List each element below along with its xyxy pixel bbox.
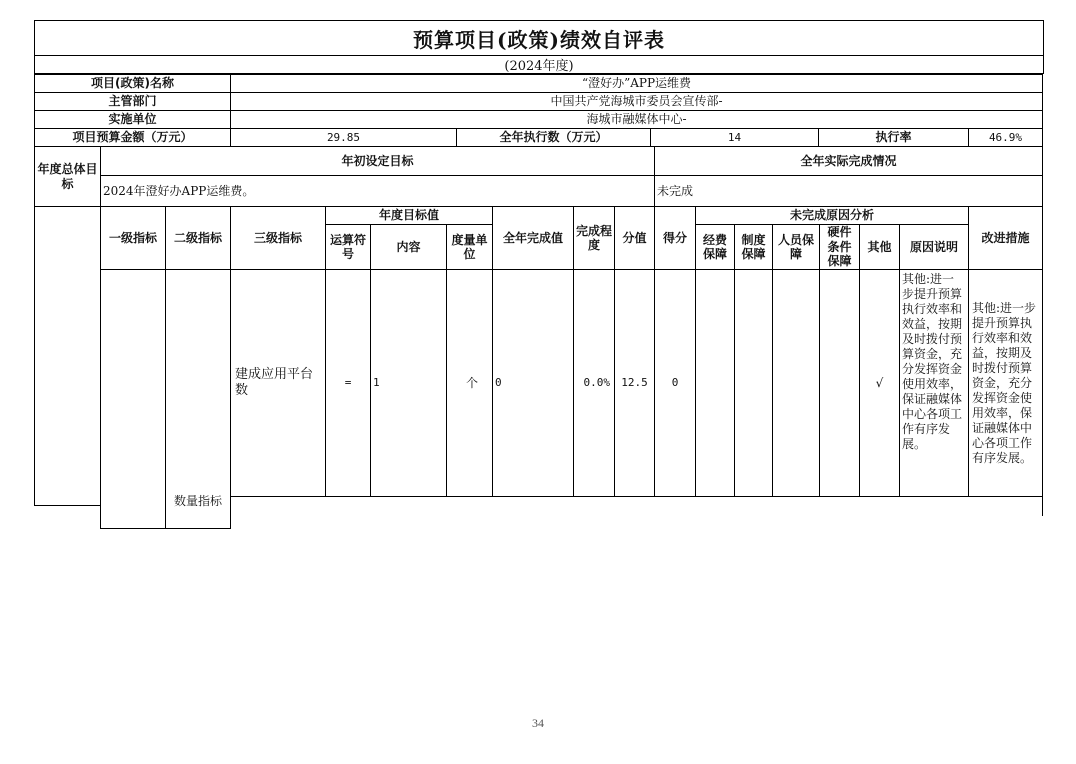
score-header: 得分	[654, 206, 696, 270]
unit-label: 实施单位	[34, 110, 231, 129]
hardware-cell	[819, 269, 860, 497]
level3-header: 三级指标	[230, 206, 326, 270]
staff-header: 人员保障	[772, 224, 820, 270]
improve-cell: 其他:进一步提升预算执行效率和效益，按期及时拨付预算资金，充分发挥资金使用效率，保证融媒体中心各项工作有序发展。	[968, 269, 1043, 497]
hardware-header: 硬件条件保障	[819, 224, 860, 270]
score-cell: 0	[654, 269, 696, 497]
funding-header: 经费保障	[695, 224, 735, 270]
unit-header: 度量单位	[446, 224, 493, 270]
next-row-stub	[230, 496, 1043, 516]
content-header: 内容	[370, 224, 447, 270]
table-title: 预算项目(政策)绩效自评表	[34, 20, 1044, 56]
level1-header: 一级指标	[100, 206, 166, 270]
other-cell: √	[859, 269, 900, 497]
budget-value: 29.85	[230, 128, 457, 147]
content-cell: 1	[370, 269, 447, 497]
level3-cell: 建成应用平台数	[230, 269, 326, 497]
page-number: 34	[532, 716, 544, 730]
budget-label: 项目预算金额（万元）	[34, 128, 231, 147]
improve-header: 改进措施	[968, 206, 1043, 270]
initial-goal-header: 年初设定目标	[100, 146, 655, 176]
unit-cell: 个	[446, 269, 493, 497]
level2-header: 二级指标	[165, 206, 231, 270]
evaluation-table	[34, 20, 1044, 508]
project-name-label: 项目(政策)名称	[34, 74, 231, 93]
level2-cell	[165, 269, 231, 529]
unit-value: 海城市融媒体中心-	[230, 110, 1043, 129]
funding-cell	[695, 269, 735, 497]
exec-label: 全年执行数（万元）	[456, 128, 651, 147]
actual-goal-text: 未完成	[654, 175, 1043, 207]
left-blank-column	[34, 206, 101, 506]
level2-text: 数量指标	[173, 493, 222, 508]
goal-side-label: 年度总体目标	[34, 146, 101, 207]
target-group-header: 年度目标值	[325, 206, 493, 225]
initial-goal-text: 2024年澄好办APP运维费。	[100, 175, 655, 207]
degree-cell: 0.0%	[573, 269, 615, 497]
score-value-header: 分值	[614, 206, 655, 270]
staff-cell	[772, 269, 820, 497]
exec-value: 14	[650, 128, 819, 147]
dept-value: 中国共产党海城市委员会宣传部-	[230, 92, 1043, 111]
completed-cell: 0	[492, 269, 574, 497]
completed-header: 全年完成值	[492, 206, 574, 270]
rate-value: 46.9%	[968, 128, 1043, 147]
rate-label: 执行率	[818, 128, 969, 147]
reason-desc-header: 原因说明	[899, 224, 969, 270]
other-header: 其他	[859, 224, 900, 270]
table-year: (2024年度)	[34, 55, 1044, 74]
op-cell: =	[325, 269, 371, 497]
degree-header: 完成程度	[573, 206, 615, 270]
project-name-value: “澄好办”APP运维费	[230, 74, 1043, 93]
op-header: 运算符号	[325, 224, 371, 270]
reason-desc-cell: 其他:进一步提升预算执行效率和效益，按期及时拨付预算资金，充分发挥资金使用效率，保证融媒体中心各项工作有序发展。	[899, 269, 969, 497]
score-value-cell: 12.5	[614, 269, 655, 497]
system-cell	[734, 269, 773, 497]
reason-group-header: 未完成原因分析	[695, 206, 969, 225]
dept-label: 主管部门	[34, 92, 231, 111]
system-header: 制度保障	[734, 224, 773, 270]
actual-goal-header: 全年实际完成情况	[654, 146, 1043, 176]
level1-cell	[100, 269, 166, 529]
